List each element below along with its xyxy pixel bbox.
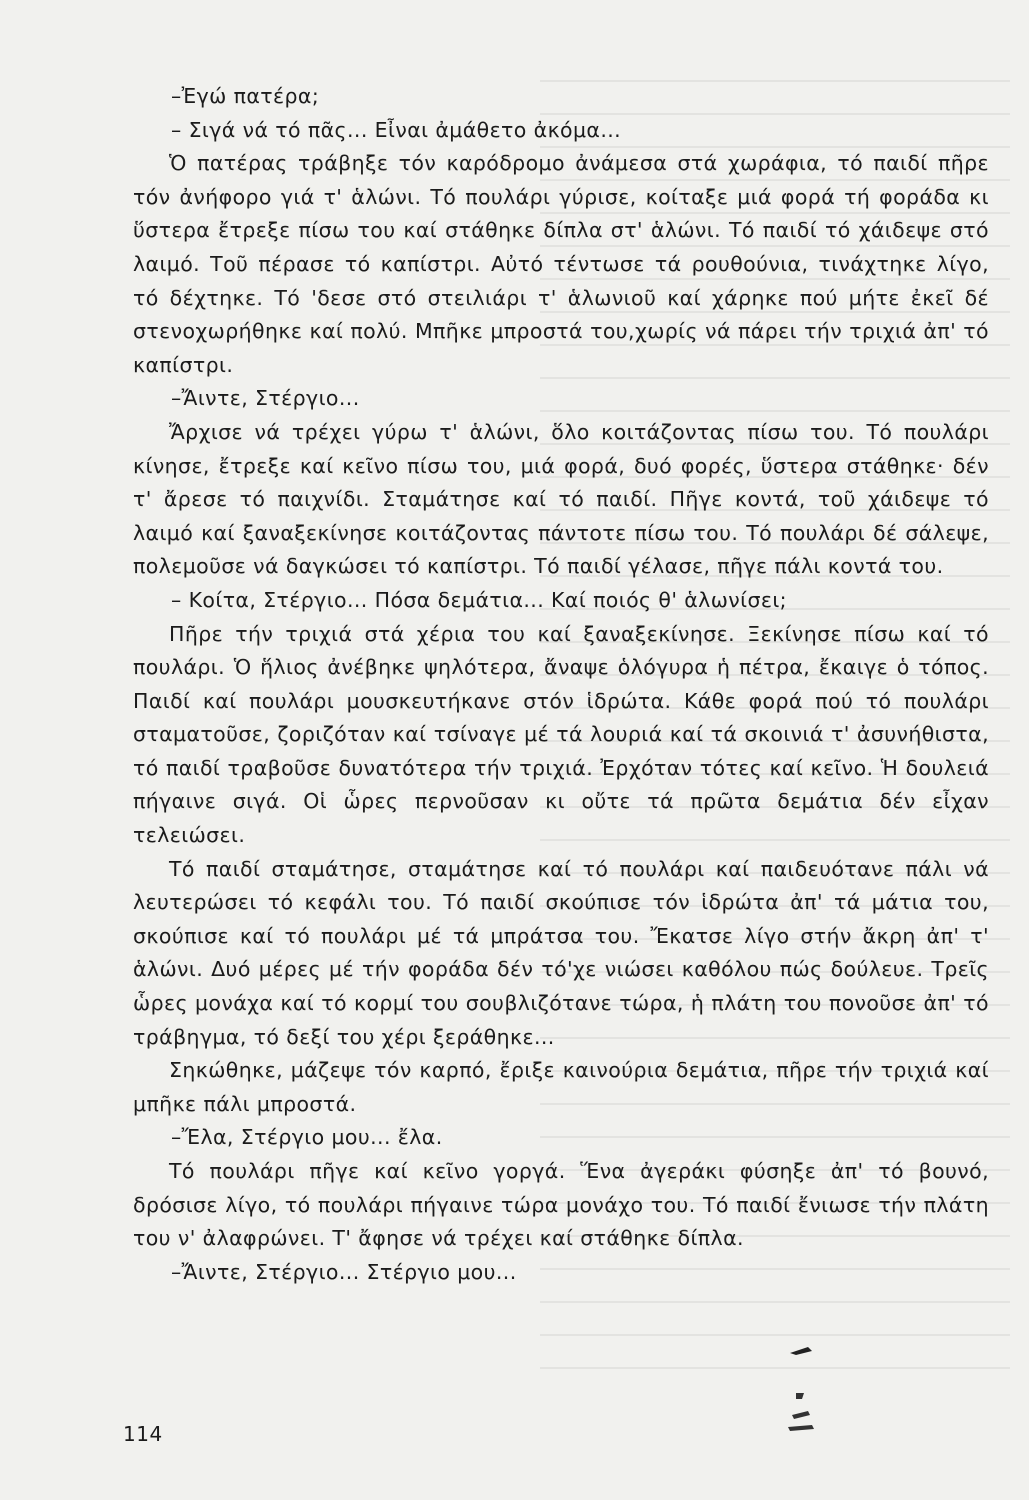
paragraph-5: Ἄρχισε νά τρέχει γύρω τ' ἁλώνι, ὅλο κοιτάζοντας πίσω του. Τό πουλάρι κίνησε, ἔτρεξε καί κεῖνο πίσω του, μιά φορά, δυό φορές, ὕστερα στάθηκε· δέν τ' ἄρεσε τό παιχνίδι. Σταμάτησε καί τό παιδί. Πῆγε κοντά, τοῦ χάιδεψε τό λαιμό καί ξαναξεκίνησε κοιτάζοντας πάντοτε πίσω του. Τό πουλάρι δέ σάλεψε, πολεμοῦσε νά δαγκώσει τό καπίστρι. Τό παιδί γέλασε, πῆγε πάλι κοντά του. <box>133 419 989 579</box>
page-number: 114 <box>123 1422 163 1446</box>
paragraph-9: Σηκώθηκε, μάζεψε τόν καρπό, ἔριξε καινούρια δεμάτια, πῆρε τήν τριχιά καί μπῆκε πάλι μπροστά. <box>133 1058 989 1116</box>
paragraph-2: – Σιγά νά τό πᾶς... Εἶναι ἀμάθετο ἀκόμα... <box>171 117 622 142</box>
decorative-mark-icon <box>786 1345 816 1435</box>
paragraph-10: –Ἔλα, Στέργιο μου... ἔλα. <box>171 1125 443 1150</box>
paragraph-11: Τό πουλάρι πῆγε καί κεῖνο γοργά. Ἕνα ἀγεράκι φύσηξε ἀπ' τό βουνό, δρόσισε λίγο, τό πουλάρι πήγαινε τώρα μονάχο του. Τό παιδί ἔνιωσε τήν πλάτη του ν' ἀλαφρώνει. Τ' ἄφησε νά τρέχει καί στάθηκε δίπλα. <box>133 1159 989 1251</box>
paragraph-3: Ὁ πατέρας τράβηξε τόν καρόδρομο ἀνάμεσα στά χωράφια, τό παιδί πῆρε τόν ἀνήφορο γιά τ' ἁλώνι. Τό πουλάρι γύρισε, κοίταξε μιά φορά τή φοράδα κι ὕστερα ἔτρεξε πίσω του καί στάθηκε δίπλα στ' ἁλώνι. Τό παιδί τό χάιδεψε στό λαιμό. Τοῦ πέρασε τό καπίστρι. Αὐτό τέντωσε τά ρουθούνια, τινάχτηκε λίγο, τό δέχτηκε. Τό 'δεσε στό στειλιάρι τ' ἁλωνιοῦ καί χάρηκε πού μήτε ἐκεῖ δέ στενοχωρήθηκε καί πολύ. Μπῆκε μπροστά του,χωρίς νά πάρει τήν τριχιά ἀπ' τό καπίστρι. <box>133 151 989 377</box>
paragraph-8: Τό παιδί σταμάτησε, σταμάτησε καί τό πουλάρι καί παιδευότανε πάλι νά λευτερώσει τό κεφάλι του. Τό παιδί σκούπισε τόν ἱδρώτα ἀπ' τά μάτια του, σκούπισε καί τό πουλάρι μέ τά μπράτσα του. Ἔκατσε λίγο στήν ἄκρη ἀπ' τ' ἁλώνι. Δυό μέρες μέ τήν φοράδα δέν τό'χε νιώσει καθόλου πώς δούλευε. Τρεῖς ὧρες μονάχα καί τό κορμί του σουβλιζότανε τώρα, ἡ πλάτη του πονοῦσε ἀπ' τό τράβηγμα, τό δεξί του χέρι ξεράθηκε... <box>133 856 989 1049</box>
paragraph-12: –Ἄιντε, Στέργιο... Στέργιο μου... <box>171 1259 517 1284</box>
paragraph-7: Πῆρε τήν τριχιά στά χέρια του καί ξαναξεκίνησε. Ξεκίνησε πίσω καί τό πουλάρι. Ὁ ἥλιος ἀνέβηκε ψηλότερα, ἄναψε ὁλόγυρα ἡ πέτρα, ἔκαιγε ὁ τόπος. Παιδί καί πουλάρι μουσκευτήκανε στόν ἱδρώτα. Κάθε φορά πού τό πουλάρι σταματοῦσε, ζοριζόταν καί τσίναγε μέ τά λουριά καί τά σκοινιά τ' ἀσυνήθιστα, τό παιδί τραβοῦσε δυνατότερα τήν τριχιά. Ἐρχόταν τότες καί κεῖνο. Ἡ δουλειά πήγαινε σιγά. Οἱ ὧρες περνοῦσαν κι οὔτε τά πρῶτα δεμάτια δέν εἶχαν τελειώσει. <box>133 621 989 848</box>
paragraph-4: –Ἄιντε, Στέργιο... <box>171 386 360 411</box>
paragraph-1: –Ἐγώ πατέρα; <box>171 84 320 108</box>
paragraph-6: – Κοίτα, Στέργιο... Πόσα δεμάτια... Καί ποιός θ' ἁλωνίσει; <box>171 587 787 612</box>
body-text <box>133 80 989 1289</box>
